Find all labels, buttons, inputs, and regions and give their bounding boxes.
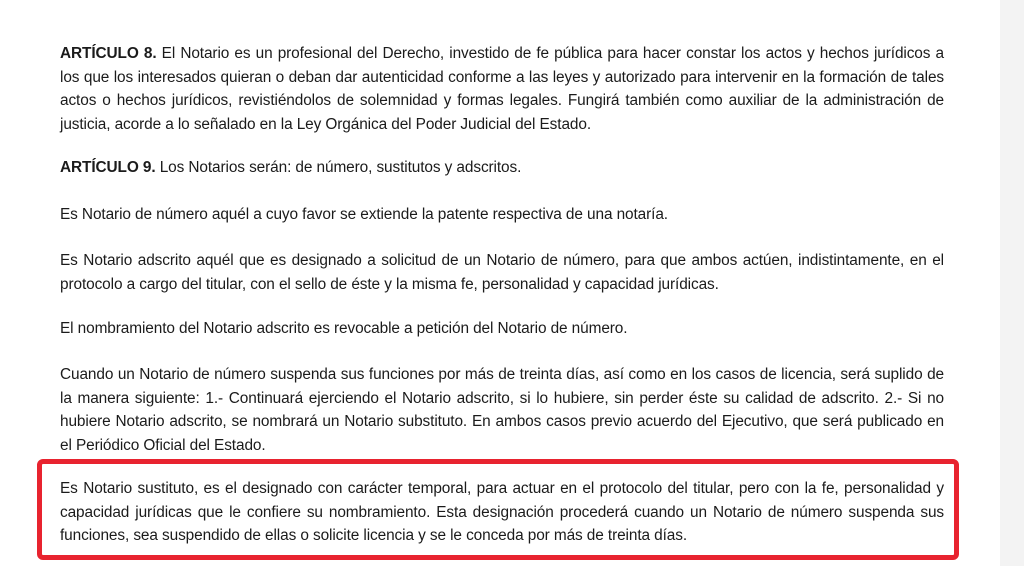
article-9-paragraph bbox=[60, 156, 944, 180]
notario-adscrito-paragraph: Es Notario adscrito aquél que es designado a solicitud de un Notario de número, para que ambos actúen, indistintamente, en el protocolo a cargo del titular, con el sello de éste y la misma fe, personalidad y capacidad jurídicas. bbox=[60, 252, 944, 293]
article-8-heading: ARTÍCULO 8. bbox=[60, 45, 157, 62]
suplencia-paragraph: Cuando un Notario de número suspenda sus funciones por más de treinta días, así como en los casos de licencia, será suplido de la manera siguiente: 1.- Continuará ejerciendo el Notario adscrito, si lo hubiere, sin perder éste su calidad de adscrito. 2.- Si no hubiere Notario adscrito, se nombrará un Notario substituto. En ambos casos previo acuerdo del Ejecutivo, que será publicado en el Periódico Oficial del Estado. bbox=[60, 366, 944, 454]
article-8-text: El Notario es un profesional del Derecho, investido de fe pública para hacer constar los actos y hechos jurídicos a los que los interesados quieran o deban dar autenticidad conforme a las leyes y autorizado para intervenir en la formación de tales actos o hechos jurídicos, revistiéndolos de solemnidad y formas legales. Fungirá también como auxiliar de la administración de justicia, acorde a lo señalado en la Ley Orgánica del Poder Judicial del Estado. bbox=[60, 45, 944, 133]
article-9-heading: ARTÍCULO 9. bbox=[60, 159, 156, 176]
article-8-paragraph bbox=[60, 42, 944, 136]
notario-sustituto-paragraph: Es Notario sustituto, es el designado con carácter temporal, para actuar en el protocolo del titular, pero con la fe, personalidad y capacidad jurídicas que le confiere su nombramiento. Esta designación procederá cuando un Notario de número suspenda sus funciones, sea suspendido de ellas o solicite licencia y se le conceda por más de treinta días. bbox=[60, 480, 944, 544]
nombramiento-revocable-paragraph: El nombramiento del Notario adscrito es revocable a petición del Notario de número. bbox=[60, 320, 628, 337]
notario-numero-paragraph: Es Notario de número aquél a cuyo favor se extiende la patente respectiva de una notaría. bbox=[60, 206, 668, 223]
article-9-text: Los Notarios serán: de número, sustitutos y adscritos. bbox=[155, 159, 522, 176]
scrollbar-gutter[interactable] bbox=[1000, 0, 1024, 566]
